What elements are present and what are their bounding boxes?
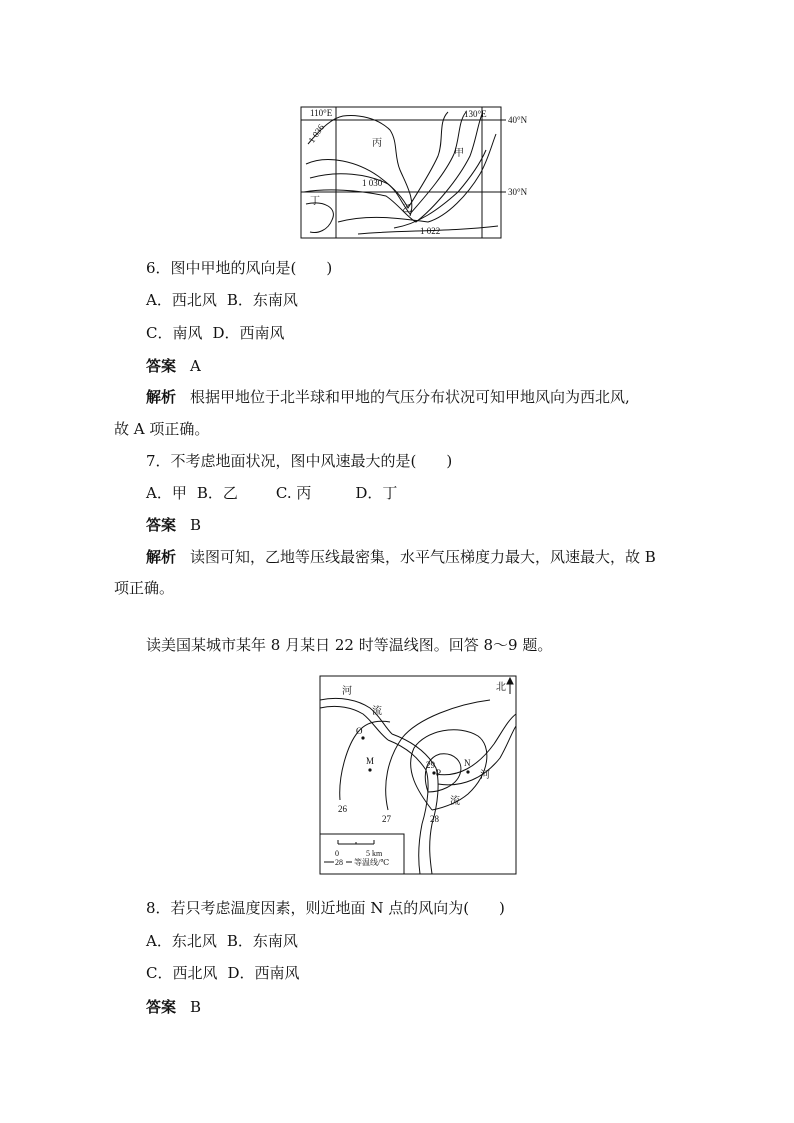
q6-analysis-label: 解析: [146, 388, 177, 406]
north-label: 北: [496, 682, 506, 693]
q7-analysis-line1: [146, 547, 656, 567]
q6-analysis-line1: [146, 387, 630, 407]
q6-option-a: A．西北风: [146, 291, 217, 309]
isotherm-map: [318, 674, 518, 876]
river-liu-right: 流: [450, 796, 460, 807]
q6-option-b: B．东南风: [226, 291, 298, 309]
isotherm-27-label: 27: [382, 814, 391, 824]
q8-answer: [146, 997, 201, 1017]
q8-answer-label: 答案: [146, 998, 177, 1016]
point-p-label: P: [436, 768, 442, 778]
river-liu-upper: 流: [372, 706, 382, 717]
q7-analysis-label: 解析: [146, 548, 177, 566]
q7-analysis-line2: 项正确。: [114, 579, 175, 597]
q7-answer-label: 答案: [146, 516, 177, 534]
lon-110-label: 110°E: [310, 108, 333, 118]
q6-answer-value: A: [190, 357, 201, 375]
q8-option-d: D．西南风: [227, 964, 300, 982]
q6-answer-label: 答案: [146, 357, 177, 375]
q6-options-cd: [146, 323, 285, 343]
isotherm-26-label: 26: [338, 804, 347, 814]
scale-zero: 0: [335, 849, 339, 858]
place-yi-label: 乙: [402, 204, 412, 215]
point-o-marker: [361, 736, 364, 739]
q7-option-b: B．乙: [196, 484, 238, 502]
place-ding-label: 丁: [310, 196, 320, 207]
isobar-1030-label: 1 030: [362, 178, 383, 188]
q6-analysis-line2: 故 A 项正确。: [114, 420, 210, 438]
q6-answer: [146, 356, 201, 376]
place-bing-label: 丙: [372, 138, 382, 149]
q6-option-c: C．南风: [146, 324, 203, 342]
isotherm-28-label: 28: [430, 814, 439, 824]
lon-130-label: 130°E: [464, 109, 487, 119]
lat-30-label: 30°N: [508, 187, 528, 197]
isobar-map: [298, 104, 538, 240]
point-n-label: N: [464, 758, 471, 768]
place-jia-label: 甲: [454, 148, 464, 159]
q7-option-c: C. 丙: [275, 484, 312, 502]
isobar-1022-label: 1 022: [420, 226, 441, 236]
q8-options-ab: [146, 931, 298, 951]
q8-option-b: B．东南风: [226, 932, 298, 950]
q8-answer-value: B: [190, 998, 202, 1016]
q8-option-c: C．西北风: [146, 964, 218, 982]
q7-analysis-text: 读图可知，乙地等压线最密集，水平气压梯度力最大，风速最大，故 B: [190, 548, 656, 566]
point-o-label: O: [356, 726, 363, 736]
q6-options-ab: [146, 290, 298, 310]
q7-options: [146, 483, 397, 503]
q6-option-d: D．西南风: [212, 324, 285, 342]
q7-option-d: D．丁: [355, 484, 398, 502]
intro-text: 读美国某城市某年 8 月某日 22 时等温线图。回答 8～9 题。: [146, 636, 553, 654]
lat-40-label: 40°N: [508, 115, 528, 125]
scale-five-km: 5 km: [366, 849, 383, 858]
q7-answer: [146, 515, 201, 535]
q8-stem: 8．若只考虑温度因素，则近地面 N 点的风向为( ): [146, 899, 505, 917]
q6-stem: 6．图中甲地的风向是( ): [146, 259, 333, 277]
q8-options-cd: [146, 963, 300, 983]
legend-text: 等温线/℃: [354, 858, 390, 867]
point-n-marker: [466, 770, 469, 773]
river-he-upper: 河: [342, 686, 352, 697]
q8-option-a: A．东北风: [146, 932, 217, 950]
q7-option-a: A．甲: [146, 484, 187, 502]
isobar-1036-label: 1 036: [306, 122, 327, 145]
river-he-right: 河: [480, 770, 490, 781]
point-m-label: M: [366, 756, 375, 766]
q7-answer-value: B: [190, 516, 202, 534]
point-m-marker: [368, 768, 371, 771]
q7-stem: 7．不考虑地面状况，图中风速最大的是( ): [146, 452, 453, 470]
legend-value: 28: [335, 858, 343, 867]
isotherm-29-label: 29: [426, 760, 435, 770]
q6-analysis-text: 根据甲地位于北半球和甲地的气压分布状况可知甲地风向为西北风,: [190, 388, 630, 406]
